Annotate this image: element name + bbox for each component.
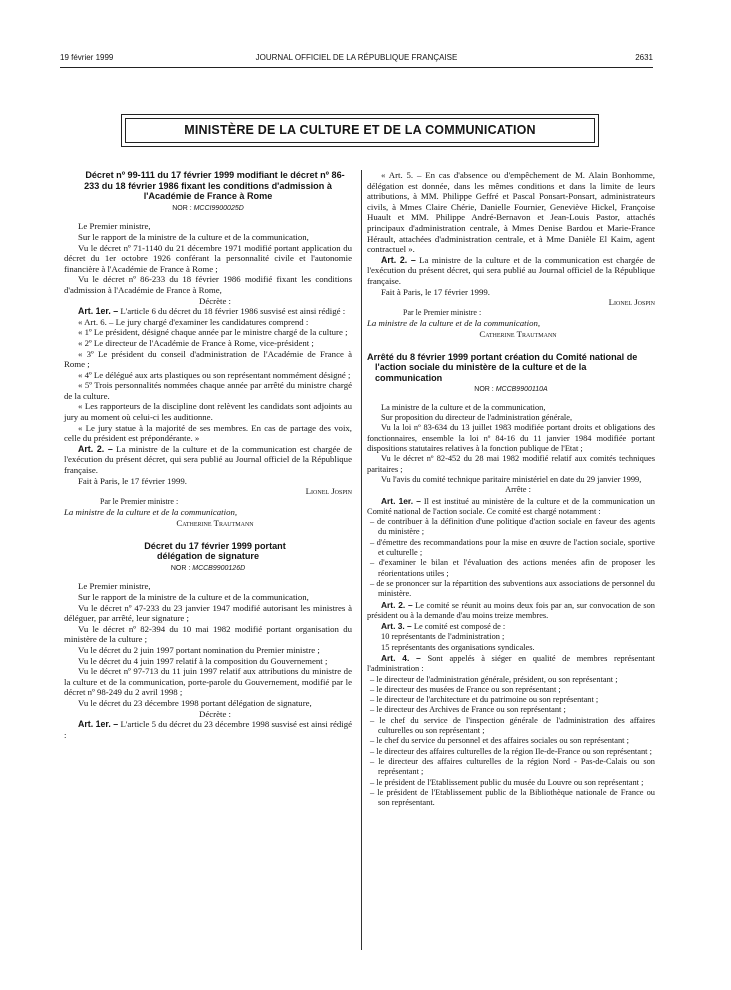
arrete-art1-item: – d'examiner le bilan et l'évaluation des actions menées afin de proposer les réorientations utiles ; xyxy=(370,558,655,578)
header-page-number: 2631 xyxy=(635,53,653,62)
decree2-para: Vu le décret nº 47-233 du 23 janvier 1947 modifié autorisant les ministres à déléguer, par arrêté, leur signature ; xyxy=(64,602,352,624)
decree2-para: Vu le décret nº 82-394 du 10 mai 1982 modifié portant organisation du ministère de la culture ; xyxy=(64,623,352,645)
arrete-art1-item: – de contribuer à la définition d'une politique d'action sociale en faveur des agents du ministère ; xyxy=(370,517,655,537)
arrete-art4-item: – le directeur des Archives de France ou son représentant ; xyxy=(370,705,566,715)
arrete-art2-text: Le comité se réunit au moins deux fois par an, sur convocation de son président ou à la demande d'au moins treize membres. xyxy=(367,600,655,620)
decree2-fait: Fait à Paris, le 17 février 1999. xyxy=(381,286,490,297)
decree1-art6-line: « 5º Trois personnalités nommées chaque année par arrêté du ministre chargé de la culture. xyxy=(64,380,352,401)
arrete-art4-item: – le chef du service du personnel et des affaires sociales ou son représentant ; xyxy=(370,736,629,746)
right-column xyxy=(367,170,655,808)
decree2-para: Sur le rapport de la ministre de la culture et de la communication, xyxy=(78,591,309,602)
arrete-art4-item: – le directeur des affaires culturelles de la région Nord - Pas-de-Calais ou son représentant ; xyxy=(370,756,655,777)
decree2-par: Par le Premier ministre : xyxy=(403,307,482,317)
arrete-art3 xyxy=(367,621,655,632)
decree1-decrete: Décrète : xyxy=(199,295,231,306)
header-date: 19 février 1999 xyxy=(60,53,114,62)
arrete-art4-item: – le directeur de l'architecture et du patrimoine ou son représentant ; xyxy=(370,695,599,705)
decree1-para: Le Premier ministre, xyxy=(78,221,151,232)
arrete-title: Arrêté du 8 février 1999 portant création du Comité national de l'action sociale du ministère de la culture et de la communication xyxy=(367,351,638,383)
decree2-art5: « Art. 5. – En cas d'absence ou d'empêchement de M. Alain Bonhomme, délégation est donnée, dans les mêmes conditions et dans la limite de leurs attributions, à MM. Philippe Geffré et Pascal Ponsart-Ponsart, administrateurs civils, à Mmes Claire Chérie, Danielle Fournier, Geneviève Hickel, Françoise Huault et MM. Philippe André-Bernavon et Jean-Louis Pastor, attachés principaux d'administration centrale, à Mmes Denise Bardou et Marie-France Hérault, attachées d'administration centrale, et à Mme Danièle El Kaim, agent contractuel ». xyxy=(367,170,655,255)
header-journal-title: JOURNAL OFFICIEL DE LA RÉPUBLIQUE FRANÇAISE xyxy=(255,53,458,62)
decree1-signer: Lionel Jospin xyxy=(305,486,352,497)
arrete-art4-item: – le président de l'Etablissement public du musée du Louvre ou son représentant ; xyxy=(370,777,644,787)
page-header xyxy=(60,53,653,65)
arrete-art1 xyxy=(367,496,655,518)
arrete-art4-item: – le président de l'Etablissement public de la Bibliothèque nationale de France ou son représentant. xyxy=(370,787,655,808)
decree1-art1-text: L'article 6 du décret du 18 février 1986 susvisé est ainsi rédigé : xyxy=(120,306,346,317)
arrete-para: Vu le décret nº 82-452 du 28 mai 1982 modifié relatif aux comités techniques paritaires ; xyxy=(367,454,655,474)
arrete-art3-label: Art. 3. – xyxy=(381,621,412,632)
arrete-art3-text: Le comité est composé de : xyxy=(413,622,506,632)
arrete-art4-text: Sont appelés à siéger en qualité de membres représentant l'administration : xyxy=(367,654,655,674)
decree1-minister-title: La ministre de la culture et de la communication, xyxy=(64,507,238,518)
decree1-para: Vu le décret nº 86-233 du 18 février 1986 modifié fixant les conditions d'admission à l'Académie de France à Rome, xyxy=(64,274,352,295)
arrete-para: La ministre de la culture et de la communication, xyxy=(381,402,546,412)
arrete-art4-item: – le directeur des affaires culturelles de la région Ile-de-France ou son représentant ; xyxy=(370,746,652,756)
arrete-art4 xyxy=(367,653,655,675)
arrete-art4-item: – le chef du service de l'inspection générale de l'administration des affaires culturelles ou son représentant ; xyxy=(370,715,655,736)
arrete-art1-text: Il est institué au ministère de la culture et de la communication un Comité national de l'action sociale. Ce comité est chargé notamment : xyxy=(367,496,655,516)
decree1-art1-label: Art. 1er. – xyxy=(78,306,119,317)
arrete-arrete-word: Arrête : xyxy=(505,485,531,495)
decree2-para: Vu le décret du 4 juin 1997 relatif à la composition du Gouvernement ; xyxy=(78,655,328,666)
ministry-banner xyxy=(121,114,599,147)
decree2-title: Décret du 17 février 1999 portant délégation de signature xyxy=(144,540,286,562)
arrete-art3-item: 15 représentants des organisations syndicales. xyxy=(381,642,535,652)
decree2-para: Vu le décret nº 97-713 du 11 juin 1997 relatif aux attributions du ministre de la culture et de la communication, porte-parole du Gouvernement, modifié par le décret nº 98-249 du 2 avril 1998 ; xyxy=(64,666,352,698)
decree1-para: Sur le rapport de la ministre de la culture et de la communication, xyxy=(78,231,309,242)
decree1-art6-line: « 3º Le président du conseil d'administration de l'Académie de France à Rome ; xyxy=(64,348,352,370)
decree1-art6-line: « 4º Le délégué aux arts plastiques ou son représentant nommément désigné ; xyxy=(78,369,351,380)
arrete-para: Sur proposition du directeur de l'administration générale, xyxy=(381,413,573,423)
decree2-art2-text: La ministre de la culture et de la communication est chargée de l'exécution du présent décret, qui sera publié au Journal officiel de la République française. xyxy=(367,254,655,286)
decree2-minister-title: La ministre de la culture et de la communication, xyxy=(367,318,541,329)
decree1-fait: Fait à Paris, le 17 février 1999. xyxy=(78,475,187,486)
decree1-art6-line: « Le jury statue à la majorité de ses membres. En cas de partage des voix, celle du président est prépondérante. » xyxy=(64,422,352,444)
ministry-banner-text: MINISTÈRE DE LA CULTURE ET DE LA COMMUNICATION xyxy=(125,118,595,143)
decree1-art2-text: La ministre de la culture et de la communication est chargée de l'exécution du présent décret, qui sera publié au Journal officiel de la République française. xyxy=(64,443,352,476)
decree2-art1-label: Art. 1er. – xyxy=(78,719,119,730)
arrete-art4-item: – le directeur des musées de France ou son représentant ; xyxy=(370,684,561,694)
decree1-nor-label: NOR : xyxy=(172,204,192,212)
decree1-title: Décret nº 99-111 du 17 février 1999 modifiant le décret nº 86-233 du 18 février 1986 fixant les conditions d'admission à l'Académie de France à Rome xyxy=(84,170,345,202)
decree1-art2-label: Art. 2. – xyxy=(78,443,113,454)
arrete-art1-item: – d'émettre des recommandations pour la mise en œuvre de l'action sociale, sportive et culturelle ; xyxy=(370,537,655,558)
decree2-art1 xyxy=(64,719,352,740)
arrete-art3-item: 10 représentants de l'administration ; xyxy=(381,632,505,642)
arrete-para: Vu l'avis du comité technique paritaire ministériel en date du 29 janvier 1999, xyxy=(381,474,642,484)
decree1-art6-line: « 2º Le directeur de l'Académie de France à Rome, vice-président ; xyxy=(78,337,314,348)
left-column xyxy=(64,170,352,740)
decree1-minister-name: Catherine Trautmann xyxy=(176,518,254,528)
decree2-art1-text: L'article 5 du décret du 23 décembre 1998 susvisé est ainsi rédigé : xyxy=(64,719,352,740)
decree2-nor xyxy=(64,564,352,575)
decree2-para: Vu le décret du 23 décembre 1998 portant délégation de signature, xyxy=(78,697,312,708)
arrete-art2 xyxy=(367,600,655,622)
decree2-para: Le Premier ministre, xyxy=(78,581,151,592)
arrete-nor xyxy=(367,385,655,396)
decree2-art2 xyxy=(367,255,655,287)
decree1-para: Vu le décret nº 71-1140 du 21 décembre 1971 modifié portant application du décret du 1er octobre 1926 conférant la personnalité civile et l'autonomie financière à l'Académie de France à Rome ; xyxy=(64,242,352,274)
decree1-art6-line: « Art. 6. – Le jury chargé d'examiner les candidatures comprend : xyxy=(78,316,309,327)
arrete-art4-item: – le directeur de l'administration générale, président, ou son représentant ; xyxy=(370,674,618,684)
arrete-art1-label: Art. 1er. – xyxy=(381,495,421,506)
decree1-art6-line: « 1º Le président, désigné chaque année par le ministre chargé de la culture ; xyxy=(78,327,348,338)
decree1-nor xyxy=(64,204,352,215)
decree2-art2-label: Art. 2. – xyxy=(381,254,416,265)
decree1-par: Par le Premier ministre : xyxy=(100,496,179,506)
arrete-body xyxy=(367,403,655,809)
column-divider xyxy=(361,170,362,950)
decree1-art1 xyxy=(64,306,352,317)
decree2-decrete: Décrète : xyxy=(199,708,231,719)
decree2-nor-label: NOR : xyxy=(170,564,191,572)
decree2-para: Vu le décret du 2 juin 1997 portant nomination du Premier ministre ; xyxy=(78,644,320,655)
decree1-art2 xyxy=(64,444,352,476)
arrete-art2-label: Art. 2. – xyxy=(381,599,413,610)
decree2-minister-name: Catherine Trautmann xyxy=(479,328,557,339)
decree1-art6-line: « Les rapporteurs de la discipline dont relèvent les candidats sont adjoints au jury au moment où celui-ci les auditionne. xyxy=(64,401,352,423)
decree2-nor-code: MCCB9900126D xyxy=(192,564,246,572)
arrete-art1-item: – de se prononcer sur la répartition des subventions aux associations de personnel du ministère. xyxy=(370,578,655,599)
arrete-nor-label: NOR : xyxy=(474,386,494,394)
decree2-signer: Lionel Jospin xyxy=(608,297,655,308)
arrete-para: Vu la loi nº 83-634 du 13 juillet 1983 modifiée portant droits et obligations des fonctionnaires, ensemble la loi nº 84-16 du 11 janvier 1984 modifiée portant dispositions statutaires relatives à la fonction publique de l'Etat ; xyxy=(367,423,655,454)
arrete-nor-code: MCCB9900110A xyxy=(495,386,548,394)
header-rule xyxy=(60,67,653,68)
decree1-nor-code: MCCI9900025D xyxy=(193,204,244,212)
arrete-art4-label: Art. 4. – xyxy=(381,653,421,663)
